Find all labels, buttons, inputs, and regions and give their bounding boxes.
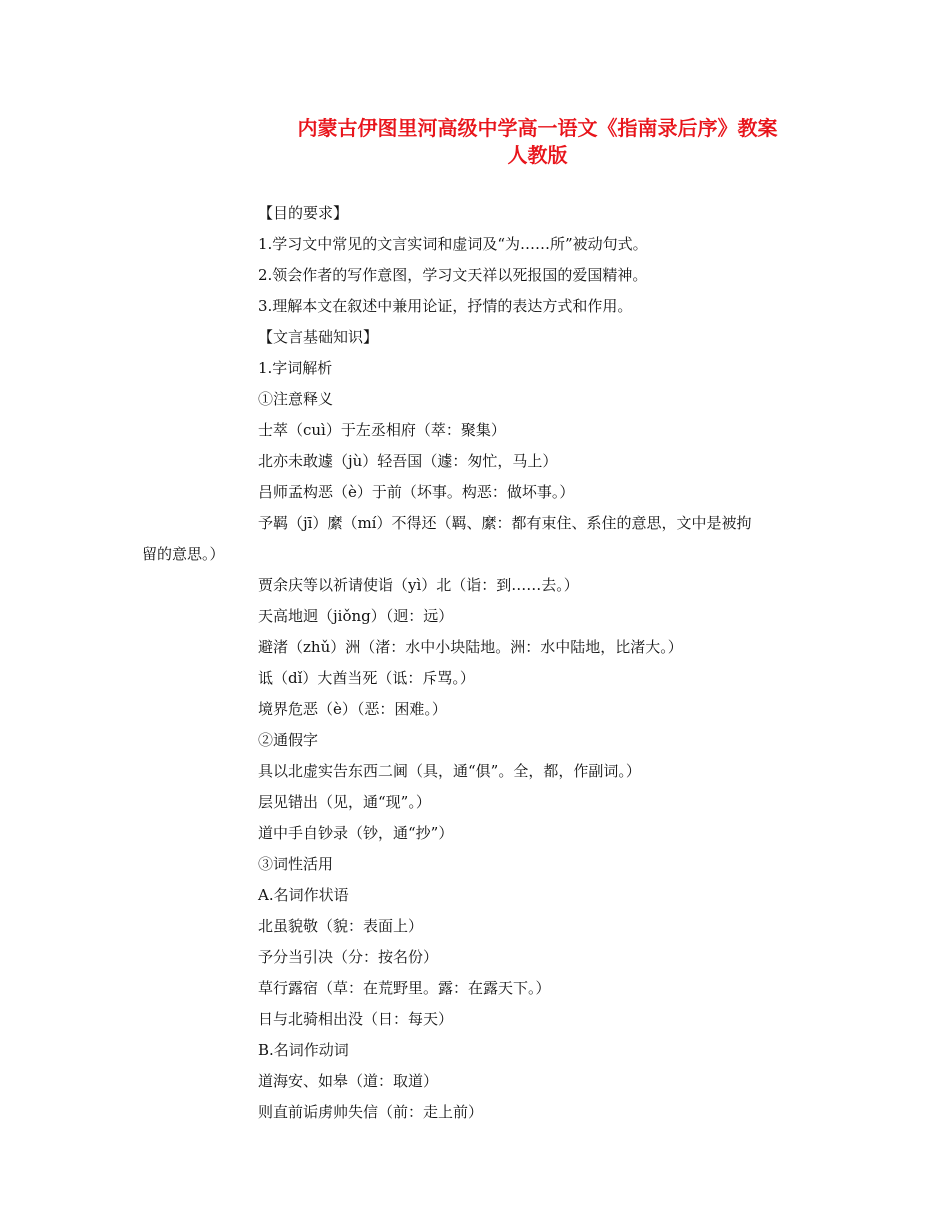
body-line: ③词性活用 [258, 855, 334, 873]
body-line: 贾余庆等以祈请使诣（yì）北（诣：到……去。） [258, 576, 579, 594]
body-line: 1.字词解析 [258, 359, 333, 377]
body-line: 予羁（jī）縻（mí）不得还（羁、縻：都有束住、系住的意思，文中是被拘 [258, 514, 752, 532]
body-line: 北亦未敢遽（jù）轻吾国（遽：匆忙，马上） [258, 452, 558, 470]
body-line: 诋（dǐ）大酋当死（诋：斥骂。） [258, 669, 475, 687]
body-line: ②通假字 [258, 731, 319, 749]
body-line: 则直前诟虏帅失信（前：走上前） [258, 1103, 484, 1121]
body-line: 士萃（cuì）于左丞相府（萃：聚集） [258, 421, 506, 439]
document-title-line-2: 人教版 [507, 143, 568, 167]
body-line: 3.理解本文在叙述中兼用论证，抒情的表达方式和作用。 [258, 297, 633, 315]
body-line: 天高地迥（jiǒng）（迥：远） [258, 607, 454, 625]
body-line: ①注意释义 [258, 390, 334, 408]
body-line: A.名词作状语 [258, 886, 349, 904]
body-line: 予分当引决（分：按名份） [258, 948, 439, 966]
body-line: 1.学习文中常见的文言实词和虚词及“为……所”被动句式。 [258, 235, 648, 253]
body-line: 层见错出（见，通“现”。） [258, 793, 431, 811]
document-title: 内蒙古伊图里河高级中学高一语文《指南录后序》教案 [297, 116, 778, 140]
section-heading-basics: 【文言基础知识】 [258, 328, 379, 346]
body-line: 日与北骑相出没（日：每天） [258, 1010, 454, 1028]
body-line: 草行露宿（草：在荒野里。露：在露天下。） [258, 979, 551, 997]
body-line: 具以北虚实告东西二阃（具，通“俱”。全，都，作副词。） [258, 762, 641, 780]
body-line: 吕师孟构恶（è）于前（坏事。构恶：做坏事。） [258, 483, 575, 501]
body-line: 道海安、如皋（道：取道） [258, 1072, 439, 1090]
body-line: 道中手自钞录（钞，通“抄”） [258, 824, 454, 842]
body-line: 北虽貌敬（貌：表面上） [258, 917, 424, 935]
body-line-continuation: 留的意思。） [142, 545, 225, 563]
body-line: 避渚（zhǔ）洲（渚：水中小块陆地。洲：水中陆地，比渚大。） [258, 638, 683, 656]
section-heading-objectives: 【目的要求】 [258, 204, 349, 222]
body-line: B.名词作动词 [258, 1041, 349, 1059]
body-line: 2.领会作者的写作意图，学习文天祥以死报国的爱国精神。 [258, 266, 648, 284]
body-line: 境界危恶（è）（恶：困难。） [258, 700, 447, 718]
